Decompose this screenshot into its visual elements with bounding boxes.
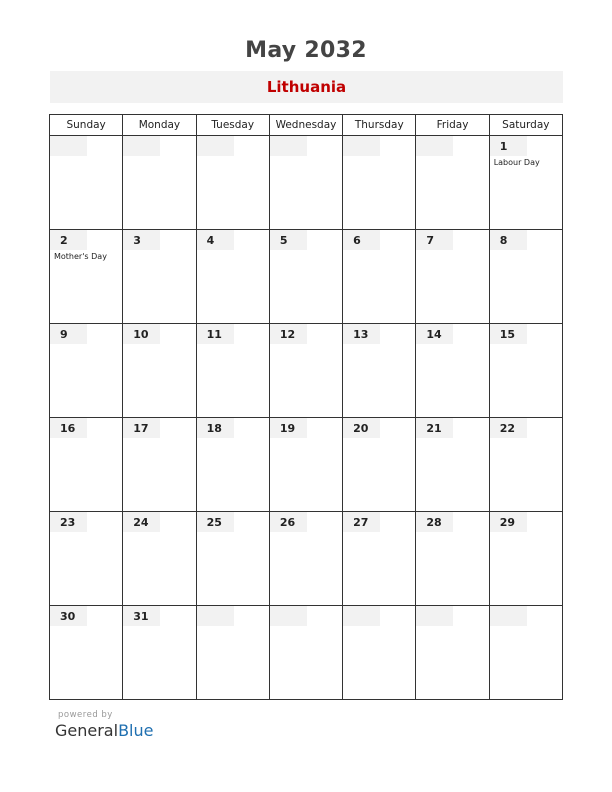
day-number-tab (490, 606, 527, 626)
weekday-friday: Friday (416, 115, 489, 136)
day-cell (269, 418, 342, 512)
day-cell (343, 512, 416, 606)
day-cell (196, 324, 269, 418)
brand-name-blue: Blue (118, 721, 154, 740)
day-number: 18 (206, 422, 222, 435)
calendar-title: May 2032 (245, 38, 367, 63)
day-number: 6 (353, 234, 361, 247)
day-number-tab (123, 512, 160, 532)
day-number-tab (416, 418, 453, 438)
week-row (50, 512, 563, 606)
day-number-tab (490, 230, 527, 250)
powered-by-label: powered by (58, 710, 113, 720)
day-number: 3 (133, 234, 141, 247)
day-cell (489, 418, 562, 512)
weekday-wednesday: Wednesday (269, 115, 342, 136)
day-number: 8 (499, 234, 508, 247)
day-cell (196, 512, 269, 606)
day-number-tab (50, 418, 87, 438)
day-cell (343, 324, 416, 418)
day-cell (416, 324, 489, 418)
day-number-tab (490, 512, 527, 532)
day-cell (196, 418, 269, 512)
day-cell (50, 512, 123, 606)
day-number-tab (270, 230, 307, 250)
day-number-tab (123, 418, 160, 438)
day-number-tab (490, 136, 527, 156)
day-cell (269, 512, 342, 606)
day-number-tab (123, 606, 160, 626)
day-number: 16 (60, 422, 76, 435)
day-number-tab (490, 418, 527, 438)
day-number: 31 (133, 610, 149, 623)
day-number-tab (270, 606, 307, 626)
day-cell (50, 324, 123, 418)
day-number-tab (343, 324, 380, 344)
day-number-tab (416, 136, 453, 156)
day-number: 1 (499, 140, 508, 153)
day-cell (50, 418, 123, 512)
empty-day-cell (489, 606, 562, 700)
week-row (50, 324, 563, 418)
day-number-tab (343, 606, 380, 626)
day-cell (343, 230, 416, 324)
day-number: 9 (60, 328, 68, 341)
weekday-saturday: Saturday (489, 115, 562, 136)
empty-day-cell (269, 606, 342, 700)
day-number: 30 (60, 610, 76, 623)
day-number: 19 (279, 422, 296, 435)
day-cell (50, 230, 123, 324)
day-number: 17 (133, 422, 149, 435)
day-number: 10 (133, 328, 149, 341)
empty-day-cell (50, 136, 123, 230)
day-number: 23 (60, 516, 76, 529)
day-number-tab (197, 512, 234, 532)
day-number: 25 (206, 516, 222, 529)
holiday-label: Labour Day (493, 158, 540, 167)
day-number-tab (270, 418, 307, 438)
day-number: 5 (279, 234, 288, 247)
day-number-tab (123, 230, 160, 250)
day-number-tab (197, 230, 234, 250)
day-number-tab (50, 230, 87, 250)
day-number-tab (270, 136, 307, 156)
calendar-grid (49, 114, 563, 700)
day-cell (416, 512, 489, 606)
day-number-tab (123, 136, 160, 156)
day-number-tab (50, 512, 87, 532)
day-number-tab (270, 512, 307, 532)
day-number-tab (270, 324, 307, 344)
calendar-body (50, 136, 563, 700)
brand-name-general: General (55, 721, 119, 740)
week-row (50, 606, 563, 700)
weekday-thursday: Thursday (343, 115, 416, 136)
day-number: 29 (499, 516, 515, 529)
day-number: 12 (279, 328, 296, 341)
day-number-tab (50, 606, 87, 626)
empty-day-cell (343, 606, 416, 700)
day-number: 27 (353, 516, 369, 529)
day-cell (196, 230, 269, 324)
day-number: 21 (426, 422, 442, 435)
day-number: 22 (499, 422, 515, 435)
day-number: 2 (60, 234, 68, 247)
day-number-tab (490, 324, 527, 344)
day-number: 4 (206, 234, 215, 247)
empty-day-cell (343, 136, 416, 230)
day-cell (269, 230, 342, 324)
day-number: 14 (426, 328, 442, 341)
day-number: 20 (353, 422, 369, 435)
day-cell (416, 230, 489, 324)
empty-day-cell (416, 606, 489, 700)
weekday-header-row (50, 115, 563, 136)
day-cell (50, 606, 123, 700)
day-cell (123, 512, 196, 606)
day-number: 15 (499, 328, 515, 341)
brand-logo[interactable] (55, 721, 153, 740)
day-number-tab (197, 606, 234, 626)
week-row (50, 230, 563, 324)
day-number-tab (50, 136, 87, 156)
day-cell (489, 136, 562, 230)
empty-day-cell (416, 136, 489, 230)
day-cell (123, 324, 196, 418)
empty-day-cell (196, 606, 269, 700)
weekday-tuesday: Tuesday (196, 115, 269, 136)
day-cell (269, 324, 342, 418)
week-row (50, 418, 563, 512)
day-number-tab (197, 418, 234, 438)
day-cell (343, 418, 416, 512)
day-number-tab (416, 230, 453, 250)
day-cell (489, 512, 562, 606)
day-cell (123, 230, 196, 324)
day-cell (489, 230, 562, 324)
day-cell (489, 324, 562, 418)
day-number-tab (416, 324, 453, 344)
day-number: 24 (133, 516, 149, 529)
holiday-label: Mother's Day (54, 252, 107, 261)
weekday-sunday: Sunday (50, 115, 123, 136)
day-number-tab (416, 606, 453, 626)
day-number-tab (416, 512, 453, 532)
day-number: 7 (426, 234, 435, 247)
day-number: 26 (279, 516, 296, 529)
day-number-tab (343, 418, 380, 438)
day-number-tab (50, 324, 87, 344)
country-banner (50, 71, 563, 103)
day-number-tab (197, 136, 234, 156)
empty-day-cell (269, 136, 342, 230)
day-cell (416, 418, 489, 512)
day-number-tab (343, 230, 380, 250)
day-number-tab (123, 324, 160, 344)
day-number: 28 (426, 516, 442, 529)
day-number-tab (343, 136, 380, 156)
empty-day-cell (196, 136, 269, 230)
day-cell (123, 606, 196, 700)
weekday-monday: Monday (123, 115, 196, 136)
week-row (50, 136, 563, 230)
empty-day-cell (123, 136, 196, 230)
day-number-tab (343, 512, 380, 532)
day-number: 11 (206, 328, 222, 341)
day-cell (123, 418, 196, 512)
day-number-tab (197, 324, 234, 344)
day-number: 13 (353, 328, 369, 341)
country-name: Lithuania (266, 78, 347, 96)
